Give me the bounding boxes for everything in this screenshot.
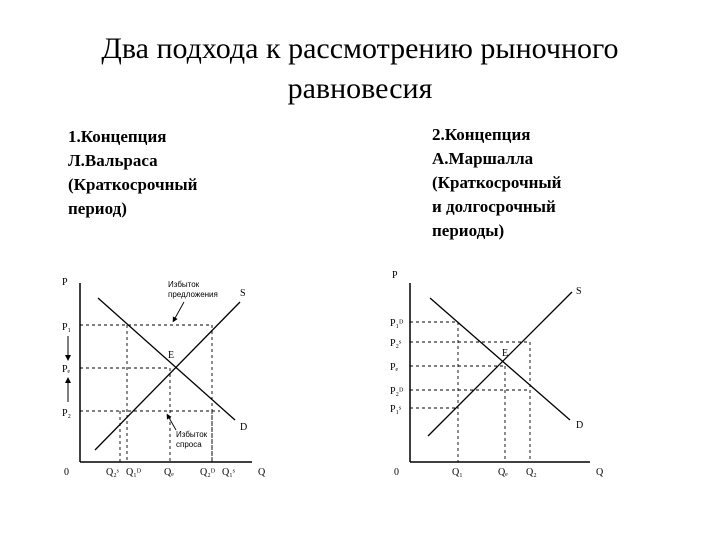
- marshall-heading-line: 2.Концепция: [432, 125, 531, 144]
- walras-heading-line: 1.Концепция: [68, 127, 167, 146]
- marshall-supply-label: S: [576, 286, 582, 297]
- marshall-heading-line: (Краткосрочный: [432, 173, 562, 192]
- walras-origin-label: 0: [64, 467, 69, 478]
- marshall-q1-label: Q₁: [452, 467, 463, 478]
- marshall-diagram: [390, 270, 604, 478]
- walras-excess-demand-arrow: [168, 416, 176, 430]
- marshall-q2-label: Q₂: [526, 467, 537, 478]
- marshall-pe-label: Pₑ: [390, 362, 399, 373]
- walras-q-axis-label: Q: [258, 467, 266, 478]
- walras-excess-demand-label: Избыток: [176, 430, 208, 439]
- walras-p2-label: P₂: [62, 408, 72, 419]
- walras-heading-line: Л.Вальраса: [68, 151, 158, 170]
- marshall-qe-label: Qₑ: [498, 467, 508, 478]
- marshall-origin-label: 0: [394, 467, 399, 478]
- walras-supply-curve: [95, 302, 240, 450]
- walras-diagram: [62, 277, 266, 478]
- marshall-p1d-label: P₁ᴰ: [390, 318, 404, 329]
- marshall-p2s-label: P₂ˢ: [390, 338, 402, 349]
- walras-q1s-label: Q₁ˢ: [222, 467, 235, 478]
- walras-p1-label: P₁: [62, 322, 72, 333]
- walras-heading-line: период): [68, 199, 127, 218]
- walras-demand-label: D: [240, 422, 248, 433]
- marshall-p2d-label: P₂ᴰ: [390, 386, 404, 397]
- walras-excess-supply-label: предложения: [168, 290, 218, 299]
- marshall-heading-line: А.Маршалла: [432, 149, 534, 168]
- marshall-demand-label: D: [576, 420, 584, 431]
- marshall-equilibrium-label: E: [502, 348, 509, 359]
- page-title-line-1: Два подхода к рассмотрению рыночного: [101, 32, 619, 65]
- marshall-p-axis-label: P: [392, 270, 398, 281]
- marshall-heading-line: периоды): [432, 221, 505, 240]
- marshall-p1s-label: P₁ˢ: [390, 404, 402, 415]
- marshall-heading-line: и долгосрочный: [432, 197, 556, 216]
- marshall-demand-curve: [430, 298, 570, 420]
- walras-excess-supply-label: Избыток: [168, 280, 200, 289]
- walras-heading-line: (Краткосрочный: [68, 175, 198, 194]
- walras-equilibrium-label: E: [168, 350, 175, 361]
- walras-excess-supply-arrow: [174, 302, 184, 320]
- walras-pe-label: Pₑ: [62, 364, 71, 375]
- marshall-supply-curve: [428, 292, 572, 436]
- walras-q2s-label: Q₂ˢ: [106, 467, 119, 478]
- walras-q2d-label: Q₂ᴰ: [200, 467, 216, 478]
- page-title-line-2: равновесия: [287, 72, 433, 105]
- walras-p-axis-label: P: [62, 277, 68, 288]
- walras-excess-demand-label: спроса: [176, 440, 202, 449]
- walras-supply-label: S: [240, 288, 246, 299]
- marshall-q-axis-label: Q: [596, 467, 604, 478]
- walras-qe-label: Qₑ: [164, 467, 174, 478]
- walras-q1d-label: Q₁ᴰ: [126, 467, 142, 478]
- walras-demand-curve: [98, 298, 235, 420]
